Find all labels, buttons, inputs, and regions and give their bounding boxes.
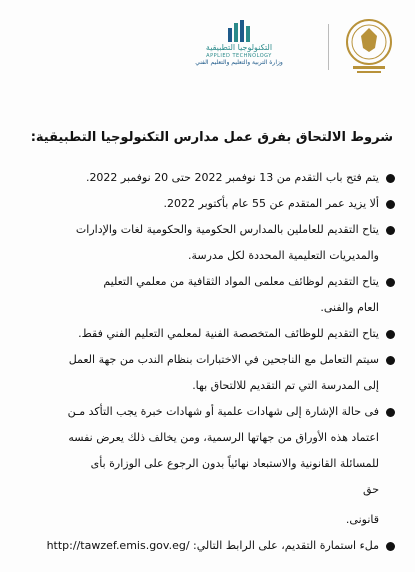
page-title: شروط الالتحاق بفرق عمل مدارس التكنولوجيا التطبيقية: [30, 130, 393, 145]
list-item-text: يتاح التقديم للعاملين بالمدارس الحكومية والحكومية لغات والإدارات [75, 223, 379, 236]
list-item-text: العام والفنى. [320, 301, 379, 314]
list-item-text: للمسائلة القانونية والاستبعاد نهائياً بدون الرجوع على الوزارة بأى [90, 457, 379, 470]
registration-link[interactable]: http://tawzef.emis.gov.eg/ [46, 539, 190, 552]
tech-name: التكنولوجيا التطبيقية [205, 43, 273, 52]
list-item [17, 399, 395, 533]
list-item-text: يتاح التقديم لوظائف معلمى المواد الثقافية من معلمي التعليم [103, 275, 379, 288]
logo-divider [328, 24, 329, 70]
list-item-text: فى حالة الإشارة إلى شهادات علمية أو شهادات خبرة يجب التأكد مـن [67, 405, 379, 418]
list-item-text: والمديريات التعليمية المحددة لكل مدرسة. [188, 249, 379, 262]
list-item [17, 269, 395, 321]
list-item [17, 347, 395, 399]
applied-tech-mark-icon [226, 20, 252, 42]
conditions-list [17, 165, 395, 559]
bullet-icon [386, 174, 395, 183]
bullet-icon [386, 330, 395, 339]
bullet-icon [386, 200, 395, 209]
header [0, 18, 415, 78]
bullet-icon [386, 226, 395, 235]
list-item [17, 217, 395, 269]
list-item-text: سيتم التعامل مع الناجحين في الاختبارات بنظام الندب من جهة العمل [68, 353, 379, 366]
list-item-text: إلى المدرسة التي تم التقديم للالتحاق بها. [192, 379, 379, 392]
bullet-icon [386, 356, 395, 365]
list-item [17, 533, 395, 559]
list-item [17, 165, 395, 191]
tech-name-en: APPLIED TECHNOLOGY [206, 53, 272, 59]
bullet-icon [386, 542, 395, 551]
list-item [17, 321, 395, 347]
list-item [17, 191, 395, 217]
list-item-text: قانونى. [345, 513, 379, 526]
list-item-line [17, 533, 379, 559]
list-item-text: اعتماد هذه الأوراق من جهاتها الرسمية، ومن يخالف ذلك يعرض نفسه [68, 431, 379, 444]
tech-ministry: وزارة التربية والتعليم والتعليم الفني [195, 59, 283, 66]
bullet-icon [386, 278, 395, 287]
applied-tech-logo [159, 18, 319, 76]
bullet-icon [386, 408, 395, 417]
list-item-text: ملء استمارة التقديم، على الرابط التالي: [193, 539, 379, 552]
list-item-text: حق [363, 483, 379, 496]
list-item-text: يتم فتح باب التقدم من 13 نوفمبر 2022 حتى 20 نوفمبر 2022. [85, 171, 379, 184]
ministry-emblem-icon [343, 18, 395, 76]
list-item-text: ألا يزيد عمر المتقدم عن 55 عام بأكتوبر 2022. [163, 197, 379, 210]
list-item-text: يتاح التقديم للوظائف المتخصصة الفنية لمعلمي التعليم الفني فقط. [78, 327, 379, 340]
